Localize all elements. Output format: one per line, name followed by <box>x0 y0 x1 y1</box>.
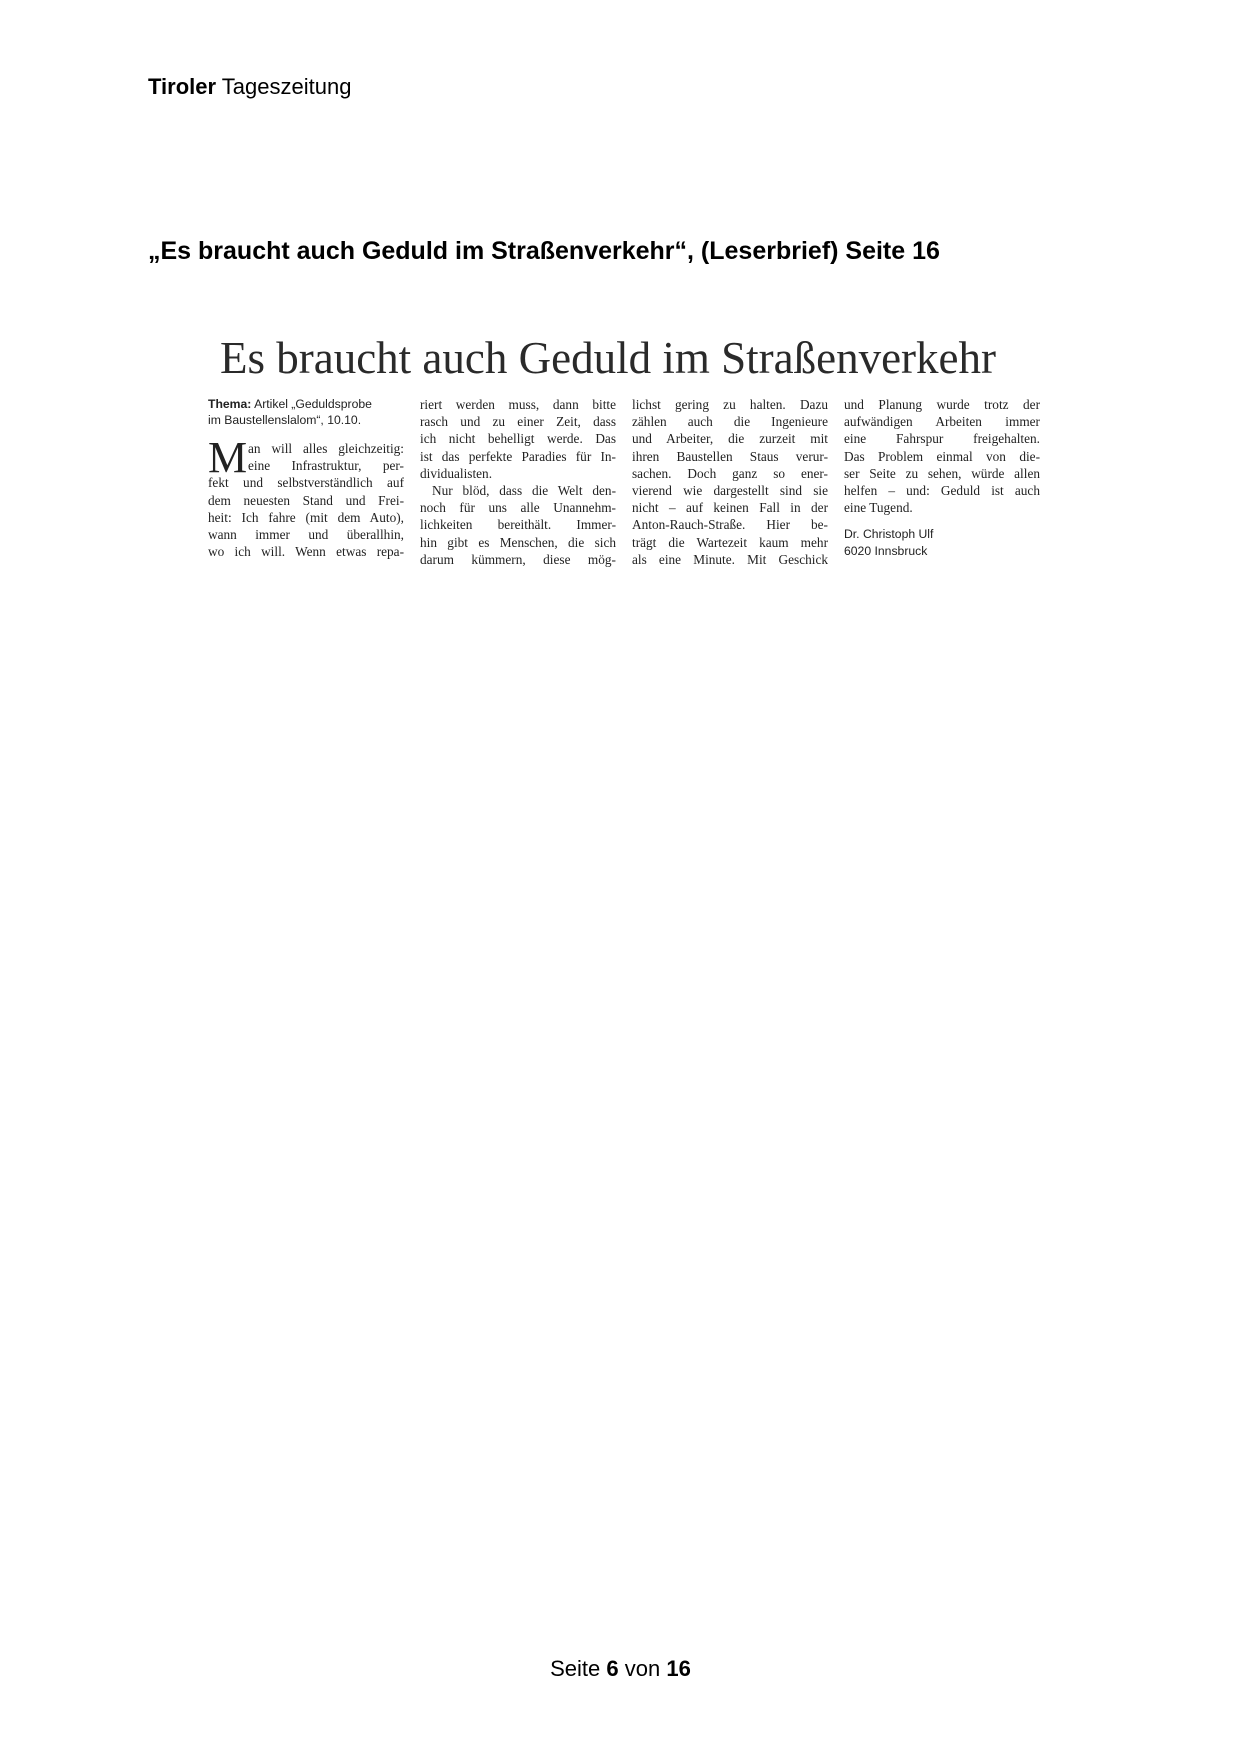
text-line: dem neuesten Stand und Frei- <box>208 492 404 508</box>
text-line: Anton-Rauch-Straße. Hier be- <box>632 517 828 533</box>
publication-name-bold: Tiroler <box>148 74 217 99</box>
letter-signature <box>844 526 1040 560</box>
text-line: ser Seite zu sehen, würde allen <box>844 465 1040 481</box>
text-line: helfen – und: Geduld ist auch <box>844 483 1040 499</box>
page-label: Seite <box>550 1656 601 1681</box>
text-line: Das Problem einmal von die- <box>844 448 1040 464</box>
document-heading: „Es braucht auch Geduld im Straßenverkehr“, (Leserbrief) Seite 16 <box>148 237 940 265</box>
text-line: ich nicht behelligt werde. Das <box>420 431 616 447</box>
current-page-number: 6 <box>606 1656 619 1681</box>
text-line: an will alles gleichzeitig: <box>248 441 404 456</box>
text-line: wo ich will. Wenn etwas repa- <box>208 544 404 560</box>
thema-label: Thema: <box>208 397 252 411</box>
text-line: eine Fahrspur freigehalten. <box>844 431 1040 447</box>
thema-block <box>208 396 404 428</box>
text-line: Nur blöd, dass die Welt den- <box>432 483 616 499</box>
publication-name-regular: Tageszeitung <box>221 74 352 99</box>
author-location: 6020 Innsbruck <box>844 544 928 559</box>
text-line: heit: Ich fahre (mit dem Auto), <box>208 509 404 525</box>
text-line: wann immer und überallhin, <box>208 527 404 543</box>
text-line: rasch und zu einer Zeit, dass <box>420 414 616 430</box>
text-line: als eine Minute. Mit Geschick <box>632 551 828 567</box>
thema-text-2: im Baustellenslalom“, 10.10. <box>208 413 362 427</box>
clipping-headline: Es braucht auch Geduld im Straßenverkehr <box>220 333 996 383</box>
text-line: hin gibt es Menschen, die sich <box>420 534 616 550</box>
text-line: ihren Baustellen Staus verur- <box>632 448 828 464</box>
clipping-column-4 <box>844 396 1040 560</box>
text-line: lichst gering zu halten. Dazu <box>632 397 828 412</box>
clipping-column-1 <box>208 396 404 560</box>
author-name: Dr. Christoph Ulf <box>844 527 934 542</box>
text-line: ist das perfekte Paradies für In- <box>420 448 616 464</box>
text-line: nicht – auf keinen Fall in der <box>632 500 828 516</box>
text-line: darum kümmern, diese mög- <box>420 551 616 567</box>
text-line: aufwändigen Arbeiten immer <box>844 414 1040 430</box>
thema-text-1: Artikel „Geduldsprobe <box>254 397 372 411</box>
text-line: fekt und selbstverständlich auf <box>208 475 404 491</box>
text-line: eine Tugend. <box>844 500 913 516</box>
page-footer <box>0 1656 1241 1682</box>
text-line: sachen. Doch ganz so ener- <box>632 465 828 481</box>
text-line: und Arbeiter, die zurzeit mit <box>632 431 828 447</box>
page-of-label: von <box>624 1656 661 1681</box>
text-line: noch für uns alle Unannehm- <box>420 500 616 516</box>
lead-paragraph <box>208 433 404 560</box>
text-line: trägt die Wartezeit kaum mehr <box>632 534 828 550</box>
total-page-count: 16 <box>666 1656 691 1681</box>
text-line: riert werden muss, dann bitte <box>420 397 616 412</box>
publication-name <box>148 74 351 100</box>
text-line: und Planung wurde trotz der <box>844 397 1040 412</box>
drop-cap: M <box>208 433 248 482</box>
newspaper-clipping <box>208 330 1043 580</box>
clipping-column-3 <box>632 396 828 568</box>
clipping-column-2 <box>420 396 616 568</box>
text-line: eine Infrastruktur, per- <box>248 458 404 474</box>
text-line: dividualisten. <box>420 465 493 481</box>
text-line: lichkeiten bereithält. Immer- <box>420 517 616 533</box>
text-line: vierend wie dargestellt sind sie <box>632 483 828 499</box>
text-line: zählen auch die Ingenieure <box>632 414 828 430</box>
